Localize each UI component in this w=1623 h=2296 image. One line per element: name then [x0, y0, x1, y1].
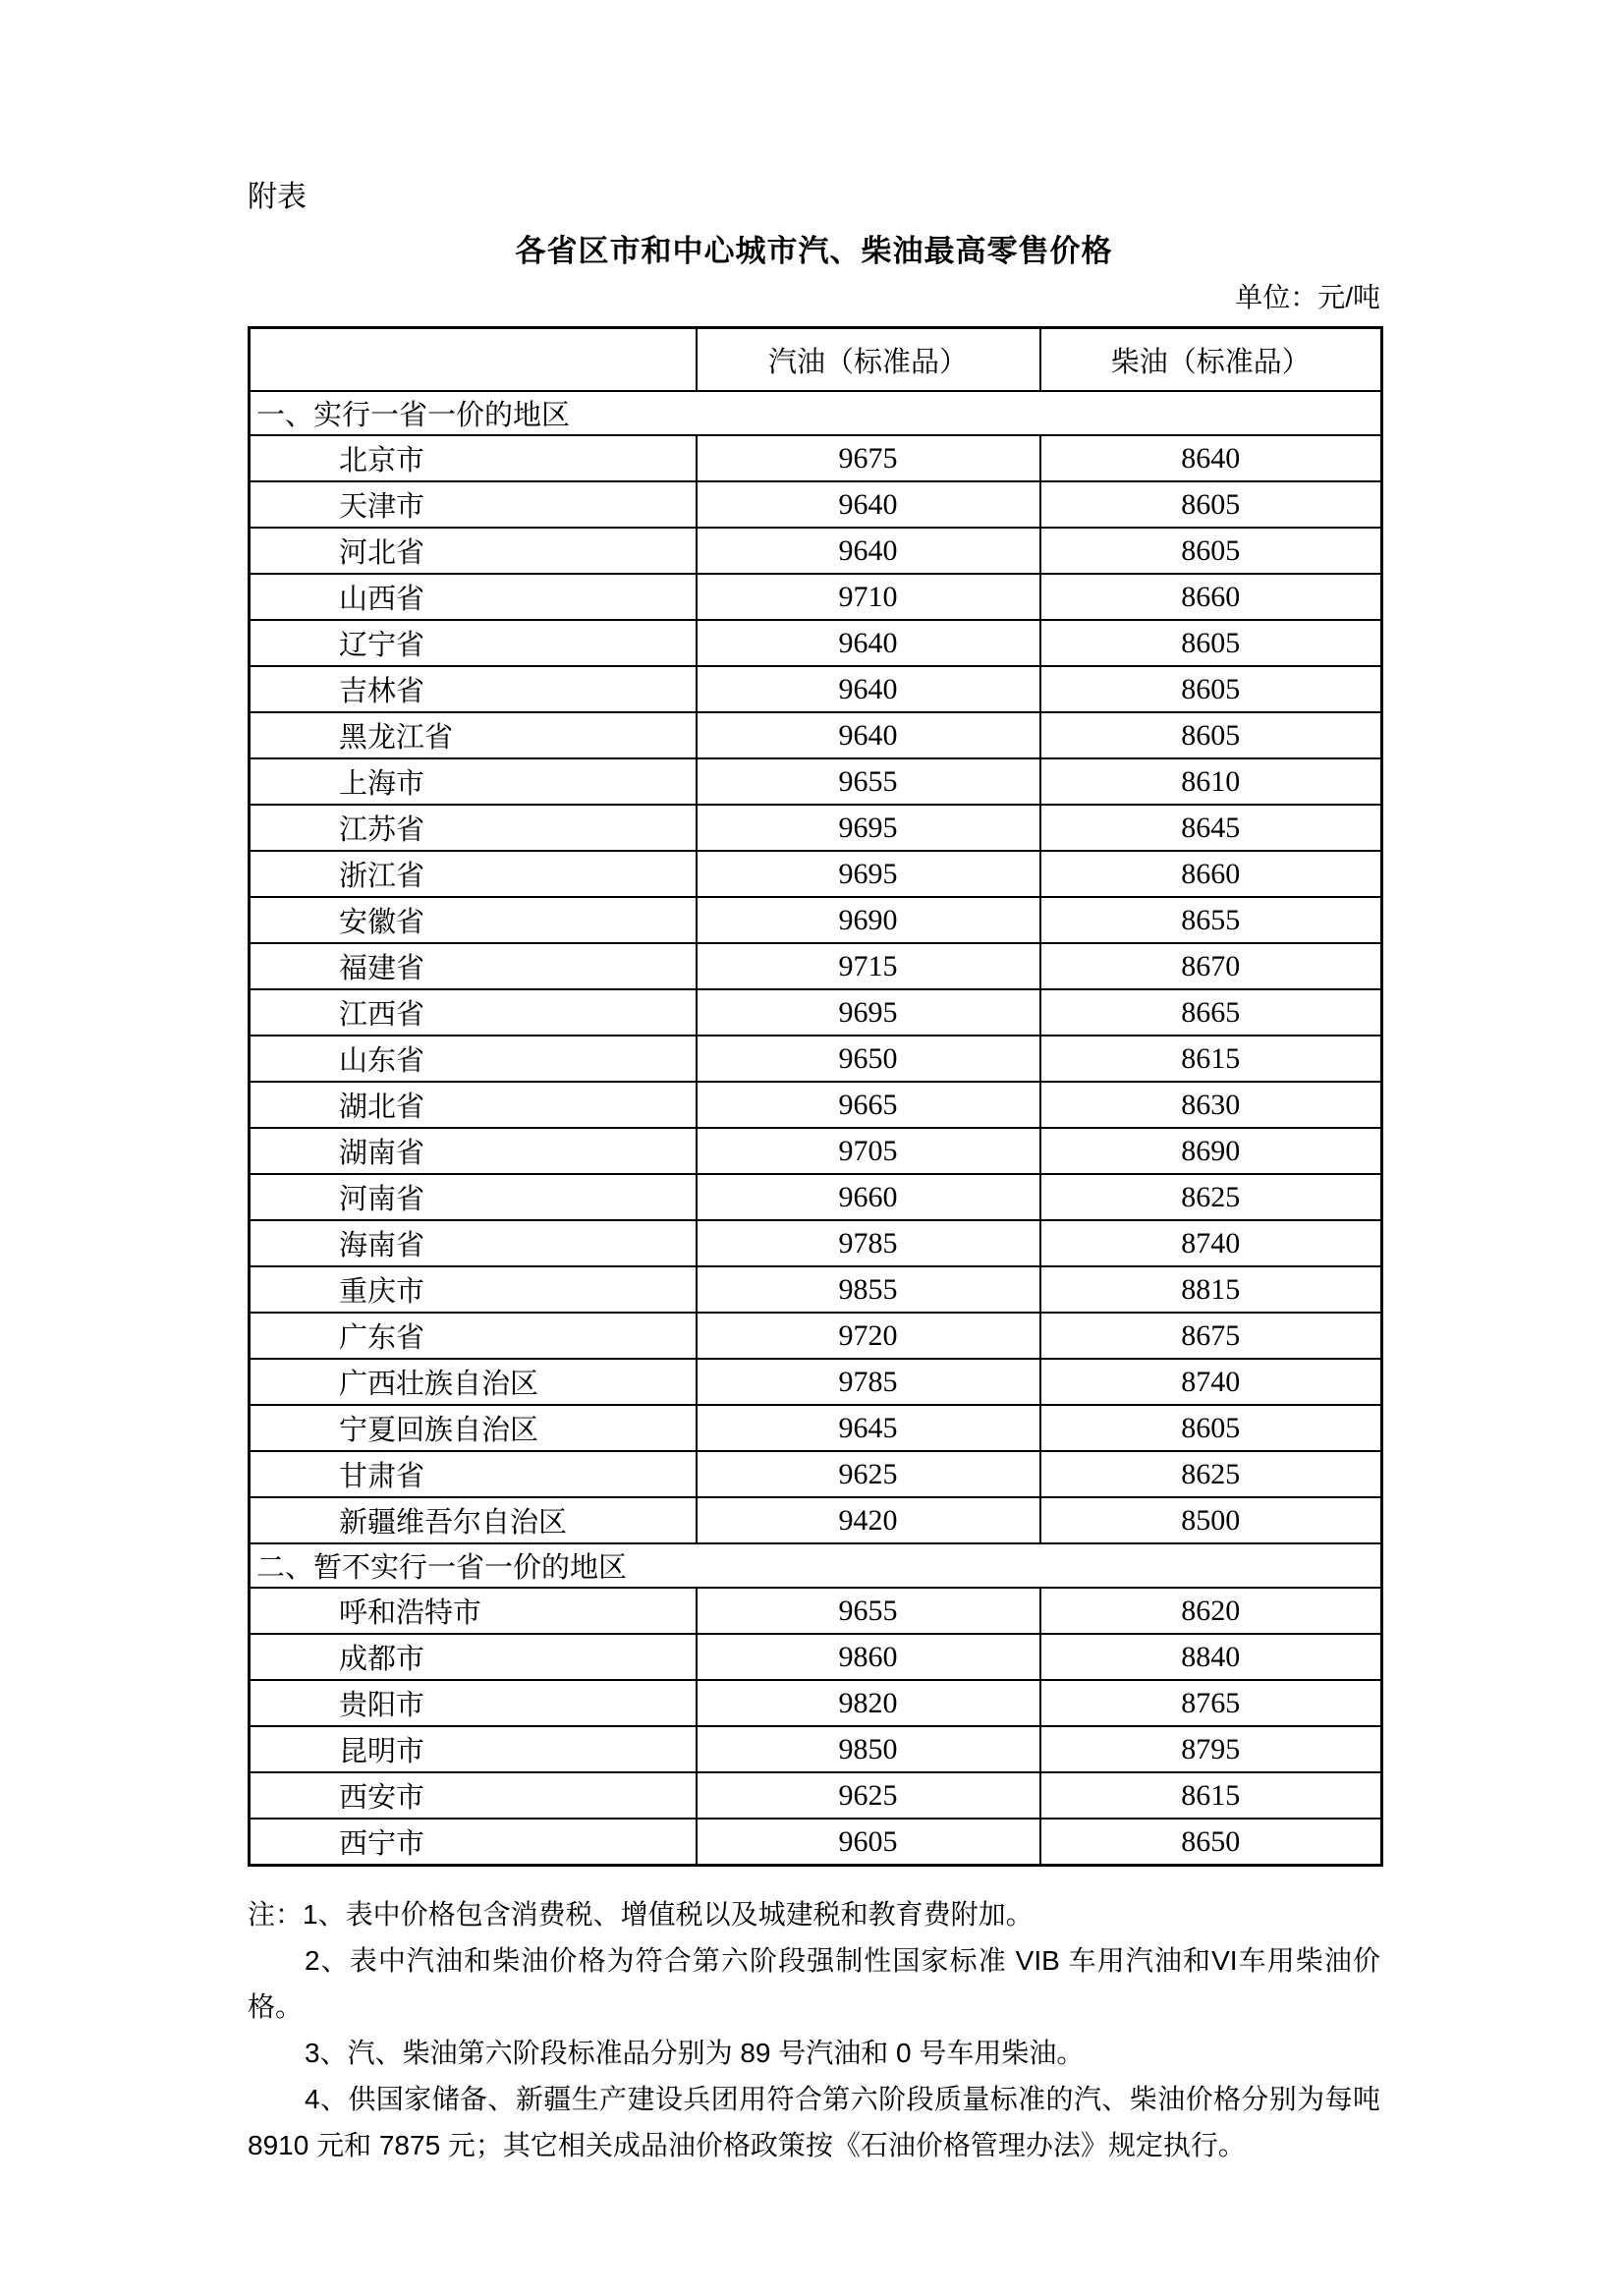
diesel-price-cell: 8620 [1040, 1588, 1382, 1634]
table-row [250, 1451, 1382, 1497]
diesel-price-cell: 8615 [1040, 1036, 1382, 1082]
table-row [250, 1082, 1382, 1128]
diesel-price-cell: 8645 [1040, 805, 1382, 851]
table-row [250, 666, 1382, 712]
region-cell: 山东省 [250, 1036, 697, 1082]
price-table-header [250, 328, 1382, 392]
gasoline-column-header: 汽油（标准品） [697, 328, 1040, 392]
gasoline-price-cell: 9820 [697, 1680, 1040, 1726]
gasoline-price-cell: 9655 [697, 758, 1040, 805]
table-row [250, 435, 1382, 481]
gasoline-price-cell: 9640 [697, 481, 1040, 528]
table-row [250, 1359, 1382, 1405]
table-row [250, 712, 1382, 758]
gasoline-price-cell: 9785 [697, 1220, 1040, 1266]
diesel-price-cell: 8630 [1040, 1082, 1382, 1128]
diesel-price-cell: 8740 [1040, 1220, 1382, 1266]
diesel-price-cell: 8625 [1040, 1174, 1382, 1220]
gasoline-price-cell: 9785 [697, 1359, 1040, 1405]
gasoline-price-cell: 9640 [697, 528, 1040, 574]
page-title: 各省区市和中心城市汽、柴油最高零售价格 [515, 234, 1113, 268]
diesel-price-cell: 8500 [1040, 1497, 1382, 1543]
diesel-price-cell: 8795 [1040, 1726, 1382, 1772]
gasoline-price-cell: 9850 [697, 1726, 1040, 1772]
region-cell: 广东省 [250, 1313, 697, 1359]
gasoline-price-cell: 9625 [697, 1772, 1040, 1819]
region-cell: 福建省 [250, 943, 697, 989]
gasoline-price-cell: 9625 [697, 1451, 1040, 1497]
gasoline-price-cell: 9715 [697, 943, 1040, 989]
table-row [250, 620, 1382, 666]
table-row [250, 1128, 1382, 1174]
table-row [250, 1819, 1382, 1866]
table-row [250, 1313, 1382, 1359]
diesel-price-cell: 8660 [1040, 851, 1382, 897]
diesel-price-cell: 8840 [1040, 1634, 1382, 1680]
section-header-row [250, 391, 1382, 435]
region-cell: 北京市 [250, 435, 697, 481]
table-row [250, 528, 1382, 574]
table-row [250, 1772, 1382, 1819]
region-cell: 上海市 [250, 758, 697, 805]
region-cell: 山西省 [250, 574, 697, 620]
diesel-price-cell: 8605 [1040, 1405, 1382, 1451]
gasoline-price-cell: 9655 [697, 1588, 1040, 1634]
table-row [250, 1405, 1382, 1451]
gasoline-price-cell: 9860 [697, 1634, 1040, 1680]
unit-label: 单位：元/吨 [1235, 282, 1380, 312]
diesel-price-cell: 8675 [1040, 1313, 1382, 1359]
region-cell: 安徽省 [250, 897, 697, 943]
gasoline-price-cell: 9695 [697, 805, 1040, 851]
diesel-price-cell: 8605 [1040, 481, 1382, 528]
region-cell: 江西省 [250, 989, 697, 1036]
diesel-price-cell: 8605 [1040, 620, 1382, 666]
table-row [250, 897, 1382, 943]
gasoline-price-cell: 9420 [697, 1497, 1040, 1543]
diesel-price-cell: 8815 [1040, 1266, 1382, 1313]
region-cell: 西安市 [250, 1772, 697, 1819]
region-cell: 海南省 [250, 1220, 697, 1266]
gasoline-price-cell: 9695 [697, 851, 1040, 897]
gasoline-price-cell: 9720 [697, 1313, 1040, 1359]
region-cell: 宁夏回族自治区 [250, 1405, 697, 1451]
region-cell: 广西壮族自治区 [250, 1359, 697, 1405]
diesel-price-cell: 8665 [1040, 989, 1382, 1036]
gasoline-price-cell: 9650 [697, 1036, 1040, 1082]
region-column-header [250, 328, 697, 392]
gasoline-price-cell: 9710 [697, 574, 1040, 620]
gasoline-price-cell: 9645 [697, 1405, 1040, 1451]
gasoline-price-cell: 9660 [697, 1174, 1040, 1220]
region-cell: 甘肃省 [250, 1451, 697, 1497]
table-row [250, 1680, 1382, 1726]
attachment-label: 附表 [248, 181, 307, 213]
diesel-price-cell: 8740 [1040, 1359, 1382, 1405]
gasoline-price-cell: 9690 [697, 897, 1040, 943]
diesel-price-cell: 8650 [1040, 1819, 1382, 1866]
price-table [248, 326, 1383, 1867]
gasoline-price-cell: 9640 [697, 620, 1040, 666]
region-cell: 河北省 [250, 528, 697, 574]
table-row [250, 481, 1382, 528]
region-cell: 重庆市 [250, 1266, 697, 1313]
table-row [250, 1036, 1382, 1082]
region-cell: 辽宁省 [250, 620, 697, 666]
diesel-price-cell: 8615 [1040, 1772, 1382, 1819]
gasoline-price-cell: 9675 [697, 435, 1040, 481]
region-cell: 新疆维吾尔自治区 [250, 1497, 697, 1543]
gasoline-price-cell: 9705 [697, 1128, 1040, 1174]
table-row [250, 574, 1382, 620]
table-row [250, 851, 1382, 897]
table-row [250, 1588, 1382, 1634]
diesel-price-cell: 8660 [1040, 574, 1382, 620]
section-header-row [250, 1543, 1382, 1588]
gasoline-price-cell: 9855 [697, 1266, 1040, 1313]
diesel-column-header: 柴油（标准品） [1040, 328, 1382, 392]
table-row [250, 805, 1382, 851]
diesel-price-cell: 8690 [1040, 1128, 1382, 1174]
section-header: 一、实行一省一价的地区 [250, 391, 1382, 435]
note-2: 2、表中汽油和柴油价格为符合第六阶段强制性国家标准 VIB 车用汽油和VI车用柴油价格。 [248, 1945, 1380, 2022]
table-row [250, 1174, 1382, 1220]
note-3: 3、汽、柴油第六阶段标准品分别为 89 号汽油和 0 号车用柴油。 [305, 2038, 1085, 2068]
table-row [250, 1726, 1382, 1772]
diesel-price-cell: 8605 [1040, 666, 1382, 712]
gasoline-price-cell: 9640 [697, 666, 1040, 712]
diesel-price-cell: 8605 [1040, 712, 1382, 758]
region-cell: 江苏省 [250, 805, 697, 851]
region-cell: 呼和浩特市 [250, 1588, 697, 1634]
gasoline-price-cell: 9640 [697, 712, 1040, 758]
section-header: 二、暂不实行一省一价的地区 [250, 1543, 1382, 1588]
table-row [250, 1497, 1382, 1543]
note-4: 4、供国家储备、新疆生产建设兵团用符合第六阶段质量标准的汽、柴油价格分别为每吨 8910 元和 7875 元；其它相关成品油价格政策按《石油价格管理办法》规定执行。 [248, 2084, 1380, 2160]
region-cell: 成都市 [250, 1634, 697, 1680]
gasoline-price-cell: 9665 [697, 1082, 1040, 1128]
region-cell: 湖北省 [250, 1082, 697, 1128]
table-row [250, 1266, 1382, 1313]
region-cell: 黑龙江省 [250, 712, 697, 758]
table-row [250, 758, 1382, 805]
region-cell: 昆明市 [250, 1726, 697, 1772]
notes [248, 1891, 1380, 2168]
note-1: 注：1、表中价格包含消费税、增值税以及城建税和教育费附加。 [248, 1899, 1034, 1930]
diesel-price-cell: 8670 [1040, 943, 1382, 989]
region-cell: 湖南省 [250, 1128, 697, 1174]
table-row [250, 943, 1382, 989]
gasoline-price-cell: 9605 [697, 1819, 1040, 1866]
region-cell: 浙江省 [250, 851, 697, 897]
table-row [250, 989, 1382, 1036]
region-cell: 吉林省 [250, 666, 697, 712]
gasoline-price-cell: 9695 [697, 989, 1040, 1036]
diesel-price-cell: 8605 [1040, 528, 1382, 574]
diesel-price-cell: 8655 [1040, 897, 1382, 943]
table-row [250, 1220, 1382, 1266]
diesel-price-cell: 8640 [1040, 435, 1382, 481]
price-table-body [250, 391, 1382, 1866]
header-row [250, 328, 1382, 392]
table-row [250, 1634, 1382, 1680]
diesel-price-cell: 8610 [1040, 758, 1382, 805]
region-cell: 贵阳市 [250, 1680, 697, 1726]
document-page [248, 180, 1380, 2168]
region-cell: 西宁市 [250, 1819, 697, 1866]
region-cell: 天津市 [250, 481, 697, 528]
diesel-price-cell: 8625 [1040, 1451, 1382, 1497]
region-cell: 河南省 [250, 1174, 697, 1220]
diesel-price-cell: 8765 [1040, 1680, 1382, 1726]
